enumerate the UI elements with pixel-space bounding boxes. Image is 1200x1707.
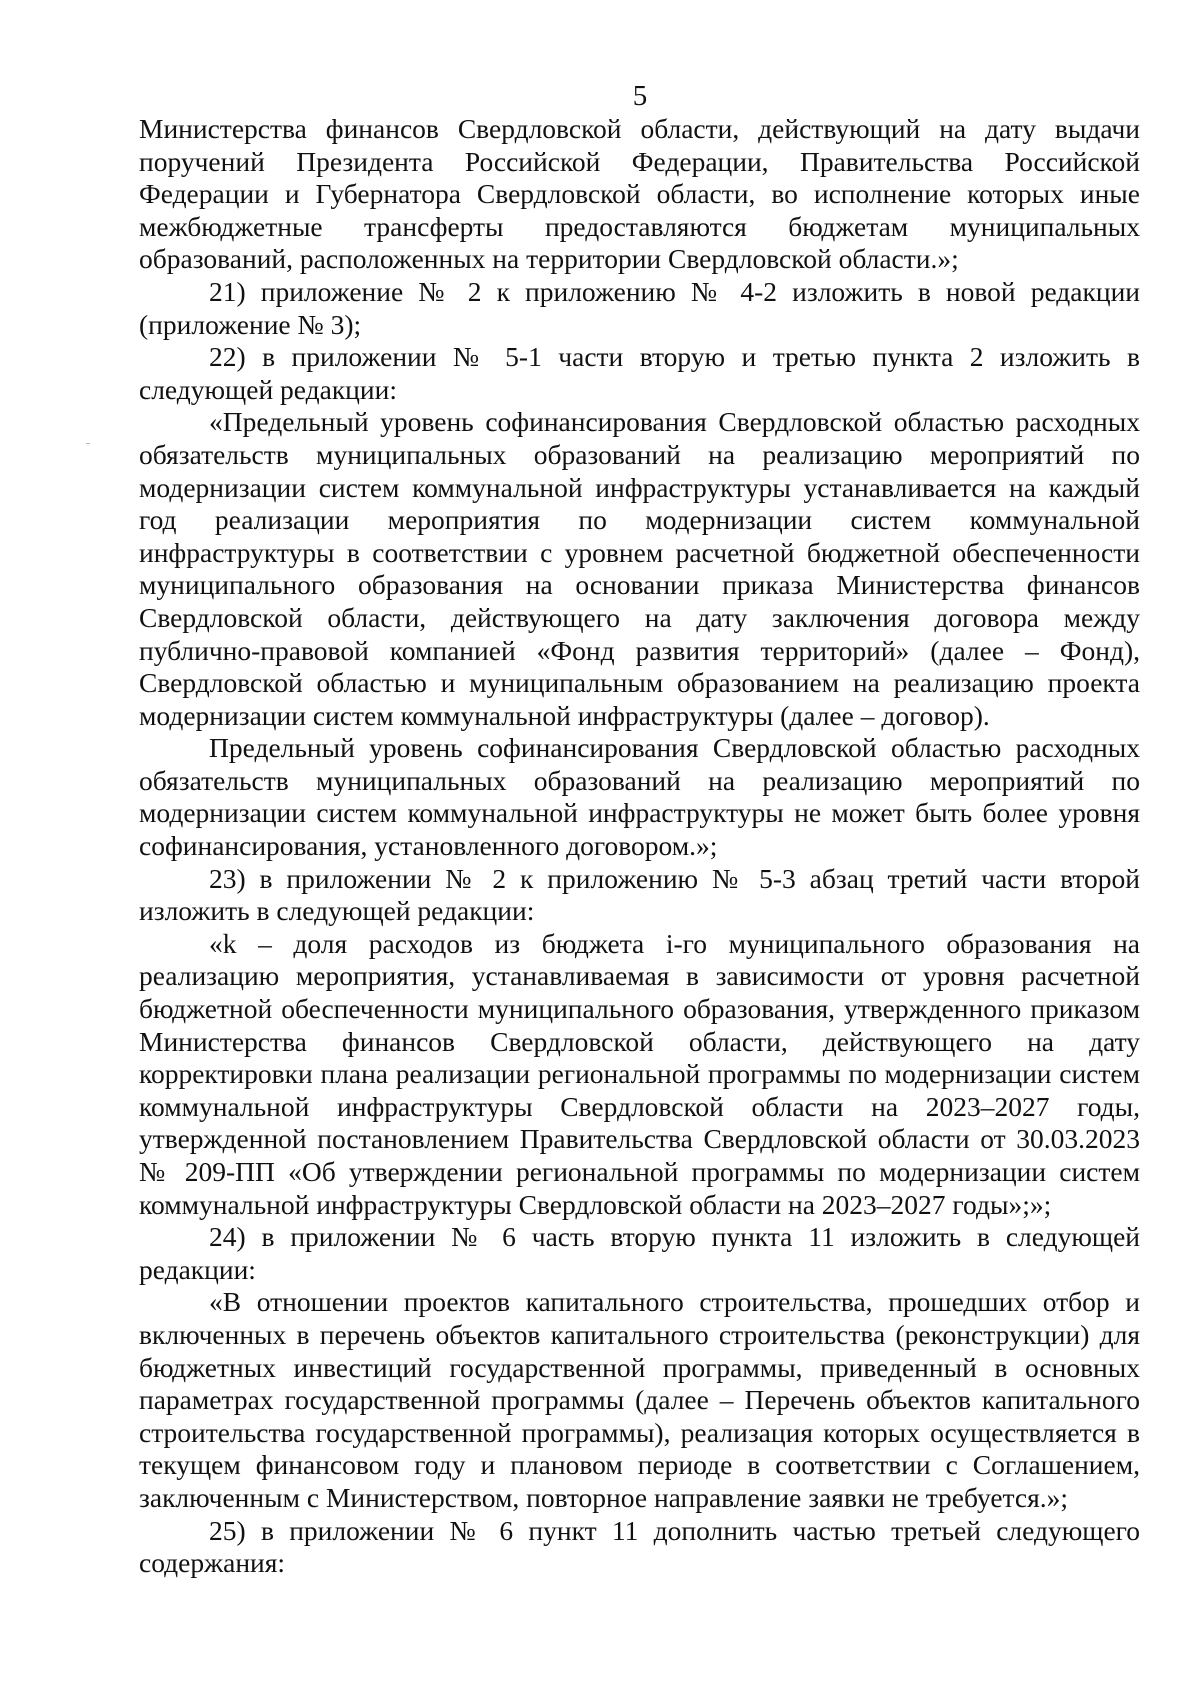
paragraph-item-25: 25) в приложении № 6 пункт 11 дополнить частью третьей следующего содержания: [139,1514,1140,1579]
quoted-paragraph-cofinancing-level: «Предельный уровень софинансирования Свердловской областью расходных обязательств муниципальных образований на реализацию мероприятий по модернизации систем коммунальной инфраструктуры устанавливается на каждый год реализации мероприятия по модернизации систем коммунальной инфраструктуры в соответствии с уровнем расчетной бюджетной обеспеченности муниципального образования на основании приказа Министерства финансов Свердловской области, действующего на дату заключения договора между публично-правовой компанией «Фонд развития территорий» (далее – Фонд), Свердловской областью и муниципальным образованием на реализацию проекта модернизации систем коммунальной инфраструктуры (далее – договор). [139,406,1140,731]
paragraph-item-22: 22) в приложении № 5-1 части вторую и третью пункта 2 изложить в следующей редакции: [139,341,1140,405]
quoted-paragraph-capital-projects: «В отношении проектов капитального строительства, прошедших отбор и включенных в перечень объектов капитального строительства (реконструкции) для бюджетных инвестиций государственной программы, приведенный в основных параметрах государственной программы (далее – Перечень объектов капитального строительства государственной программы), реализация которых осуществляется в текущем финансовом году и плановом периоде в соответствии с Соглашением, заключенным с Министерством, повторное направление заявки не требуется.»; [139,1286,1140,1513]
paragraph-item-24: 24) в приложении № 6 часть вторую пункта 11 изложить в следующей редакции: [139,1221,1140,1285]
paragraph-continuation: Министерства финансов Свердловской области, действующий на дату выдачи поручений Президента Российской Федерации, Правительства Российской Федерации и Губернатора Свердловской области, во исполнение которых иные межбюджетные трансферты предоставляются бюджетам муниципальных образований, расположенных на территории Свердловской области.»; [139,113,1140,275]
paragraph-item-23: 23) в приложении № 2 к приложению № 5-3 абзац третий части второй изложить в следующей редакции: [139,862,1140,927]
document-body [139,113,1140,1580]
scan-mark [86,443,90,444]
quoted-paragraph-cofinancing-limit: Предельный уровень софинансирования Свердловской областью расходных обязательств муниципальных образований на реализацию мероприятий по модернизации систем коммунальной инфраструктуры не может быть более уровня софинансирования, установленного договором.»; [139,732,1140,862]
paragraph-item-21: 21) приложение № 2 к приложению № 4-2 изложить в новой редакции (приложение № 3); [139,275,1140,340]
page-number: 5 [632,80,648,112]
quoted-paragraph-k-definition: «k – доля расходов из бюджета i-го муниципального образования на реализацию мероприятия, устанавливаемая в зависимости от уровня расчетной бюджетной обеспеченности муниципального образования, утвержденного приказом Министерства финансов Свердловской области, действующего на дату корректировки плана реализации региональной программы по модернизации систем коммунальной инфраструктуры Свердловской области на 2023–2027 годы, утвержденной постановлением Правительства Свердловской области от 30.03.2023 № 209-ПП «Об утверждении региональной программы по модернизации систем коммунальной инфраструктуры Свердловской области на 2023–2027 годы»;»; [139,927,1140,1220]
